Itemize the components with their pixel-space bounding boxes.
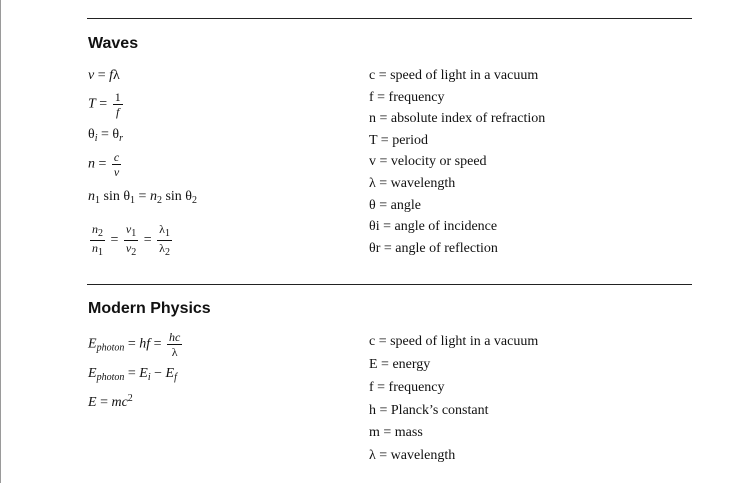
modern-definition-h: h = Planck’s constant — [369, 403, 489, 418]
waves-definition-n: n = absolute index of refraction — [369, 111, 546, 126]
refraction-ratio-equation: $\frac{n_2}{n_1}$ = $\frac{v_1}{v_2}$ = $\frac{\lambda_1}{\lambda_2}$ — [92, 222, 170, 258]
snells-law-equation: $n_1$ $\sin \theta_1 = n_2$ $\sin \theta_2$ — [88, 189, 197, 206]
modern-definition-lambda: λ = wavelength — [369, 448, 456, 463]
waves-definition-theta-i: θi = angle of incidence — [369, 219, 498, 234]
modern-definition-m: m = mass — [369, 425, 423, 440]
section-divider-waves — [87, 18, 692, 19]
period-equation: T = $\frac{1}{f}$ — [88, 90, 121, 119]
waves-definition-f: f = frequency — [369, 90, 445, 105]
wave-speed-equation: v = fλ — [88, 68, 120, 83]
index-of-refraction-equation: n = $\frac{c}{v}$ — [88, 150, 120, 179]
modern-definition-E: E = energy — [369, 357, 431, 372]
photon-energy-equation: $E_{photon}$ = hf = $\frac{hc}{\lambda}$ — [88, 330, 181, 359]
mass-energy-equation: $E = mc^2$ — [88, 393, 133, 410]
section-divider-modern-physics — [87, 284, 692, 285]
modern-physics-heading: Modern Physics — [88, 300, 211, 317]
waves-definition-T: T = period — [369, 133, 428, 148]
photon-energy-levels-equation: $E_{photon} = E_i - E_f$ — [88, 366, 177, 383]
modern-definition-c: c = speed of light in a vacuum — [369, 334, 539, 349]
waves-definition-theta: θ = angle — [369, 198, 421, 213]
waves-definition-c: c = speed of light in a vacuum — [369, 68, 539, 83]
reflection-equation: $\theta_i = \theta_r$ — [88, 127, 124, 144]
waves-heading: Waves — [88, 35, 139, 52]
waves-definition-lambda: λ = wavelength — [369, 176, 456, 191]
page-left-border — [0, 0, 1, 483]
waves-definition-theta-r: θr = angle of reflection — [369, 241, 498, 256]
waves-definition-v: v = velocity or speed — [369, 154, 487, 169]
modern-definition-f: f = frequency — [369, 380, 445, 395]
